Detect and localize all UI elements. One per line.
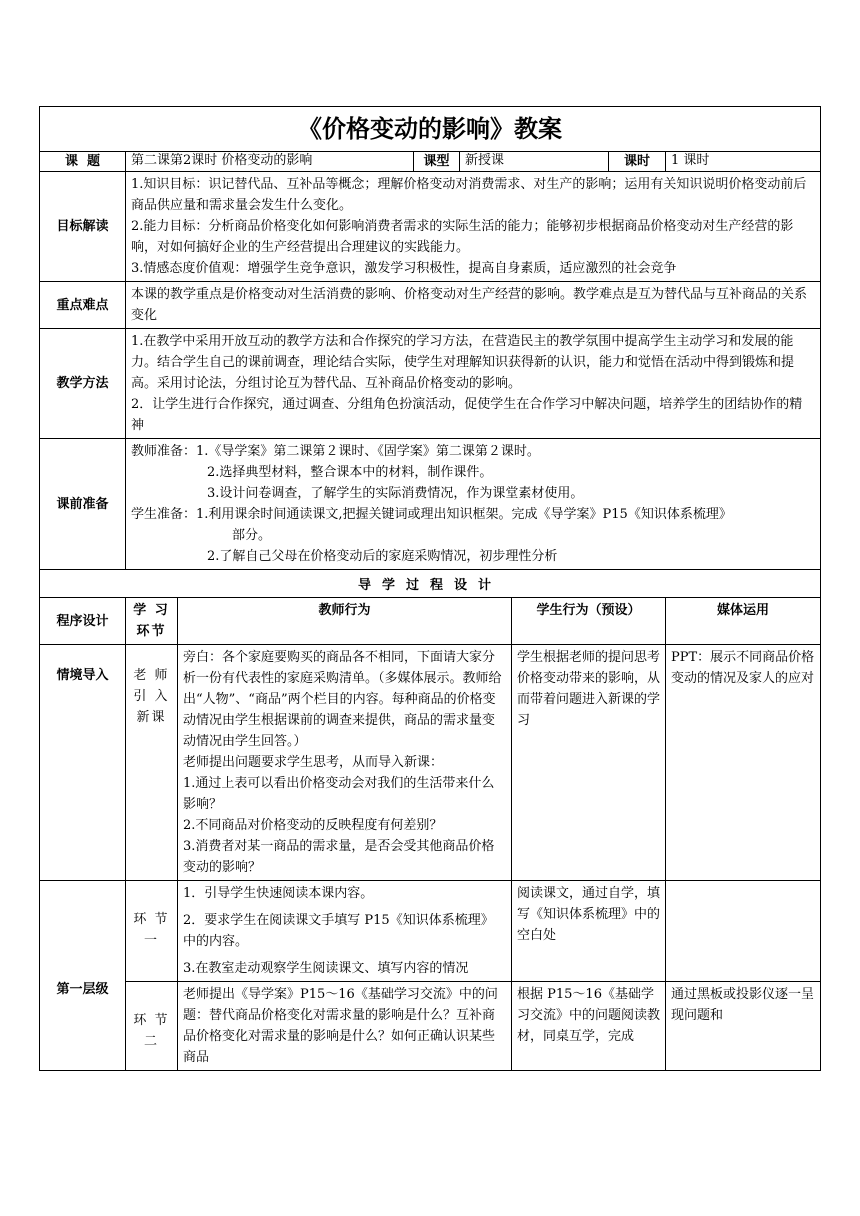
program-cell: 情境导入 — [40, 645, 126, 881]
objectives-label: 目标解读 — [40, 172, 126, 282]
teacher-behavior-line: 3.消费者对某一商品的需求量，是否会受其他商品价格变动的影响？ — [183, 839, 495, 875]
page-title: 《价格变动的影响》教案 — [40, 107, 821, 152]
teacher-behavior-cell — [178, 982, 512, 1071]
teacher-behavior-line: 旁白：各个家庭要购买的商品各不相同，下面请大家分析一份有代表性的家庭采购清单。（多媒体展示。教师给出“人物”、“商品”两个栏目的内容。每种商品的价格变动情况由学生根据课前的调查来提供，商品的需求量变动情况由学生回答。） — [183, 650, 502, 749]
media-cell — [666, 881, 821, 982]
teacher-behavior-line: 1.通过上表可以看出价格变动会对我们的生活带来什么影响？ — [183, 776, 495, 812]
lesson-plan-table — [39, 106, 821, 1071]
hours-label: 课时 — [609, 152, 666, 172]
topic-label: 课 题 — [40, 152, 126, 172]
col-header-step: 学 习 环节 — [126, 598, 178, 645]
student-prep-line: 学生准备：1.利用课余时间通读课文,把握关键词或理出知识框架。完成《导学案》P15《知识体系梳理》 — [131, 507, 732, 522]
teacher-behavior-cell — [178, 645, 512, 881]
teacher-behavior-line: 老师提出问题要求学生思考，从而导入新课： — [183, 755, 444, 770]
col-header-media: 媒体运用 — [666, 598, 821, 645]
step-cell: 老 师 引 入 新课 — [126, 645, 178, 881]
method-item: 2．让学生进行合作探究，通过调查、分组角色扮演活动，促使学生在合作学习中解决问题，培养学生的团结协作的精神 — [131, 397, 803, 433]
teacher-behavior-cell — [178, 881, 512, 982]
media-cell: 通过黑板或投影仪逐一呈现问题和 — [666, 982, 821, 1071]
method-item: 1.在教学中采用开放互动的教学方法和合作探究的学习方法，在营造民主的教学氛围中提高学生主动学习和发展的能力。结合学生自己的课前调查，理论结合实际，使学生对理解知识获得新的认识，能力和觉悟在活动中得到锻炼和提高。采用讨论法，分组讨论互为替代品、互补商品价格变动的影响。 — [131, 334, 795, 391]
methods-label: 教学方法 — [40, 329, 126, 439]
teacher-behavior-line: 3.在教室走动观察学生阅读课文、填写内容的情况 — [183, 961, 469, 976]
teacher-prep-line: 2.选择典型材料，整合课本中的材料，制作课件。 — [207, 465, 493, 480]
teacher-prep-line: 3.设计问卷调查，了解学生的实际消费情况，作为课堂素材使用。 — [207, 486, 584, 501]
methods-content — [126, 329, 821, 439]
objective-item: 3.情感态度价值观：增强学生竞争意识，激发学习积极性，提高自身素质，适应激烈的社会竞争 — [131, 261, 677, 276]
preparation-label: 课前准备 — [40, 439, 126, 570]
key-points-content: 本课的教学重点是价格变动对生活消费的影响、价格变动对生产经营的影响。教学难点是互为替代品与互补商品的关系变化 — [126, 282, 821, 329]
hours-value: 1 课时 — [666, 152, 821, 172]
objective-item: 2.能力目标：分析商品价格变化如何影响消费者需求的实际生活的能力；能够初步根据商品价格变动对生产经营的影响，对如何搞好企业的生产经营提出合理建议的实践能力。 — [131, 219, 794, 255]
type-value: 新授课 — [460, 152, 609, 172]
preparation-content — [126, 439, 821, 570]
student-prep-line: 部分。 — [232, 528, 272, 543]
process-section-title: 导学过程设计 — [40, 570, 821, 598]
topic-value: 第二课第2课时 价格变动的影响 — [126, 152, 414, 172]
type-label: 课型 — [414, 152, 460, 172]
col-header-student: 学生行为（预设） — [512, 598, 666, 645]
media-cell: PPT：展示不同商品价格变动的情况及家人的应对 — [666, 645, 821, 881]
objective-item: 1.知识目标：识记替代品、互补品等概念；理解价格变动对消费需求、对生产的影响；运用有关知识说明价格变动前后商品供应量和需求量会发生什么变化。 — [131, 177, 807, 213]
key-points-label: 重点难点 — [40, 282, 126, 329]
step-cell: 环 节 二 — [126, 982, 178, 1071]
col-header-program: 程序设计 — [40, 598, 126, 645]
step-cell: 环 节 一 — [126, 881, 178, 982]
col-header-teacher: 教师行为 — [178, 598, 512, 645]
student-behavior-cell: 阅读课文，通过自学，填写《知识体系梳理》中的空白处 — [512, 881, 666, 982]
teacher-behavior-line: 老师提出《导学案》P15～16《基础学习交流》中的问题：替代商品价格变化对需求量的影响是什么？互补商品价格变化对需求量的影响是什么？如何正确认识某些商品 — [183, 987, 498, 1065]
program-cell: 第一层级 — [40, 881, 126, 1071]
teacher-behavior-line: 2．要求学生在阅读课文手填写 P15《知识体系梳理》中的内容。 — [183, 913, 494, 949]
objectives-content — [126, 172, 821, 282]
student-behavior-cell: 根据 P15～16《基础学习交流》中的问题阅读教材，同桌互学，完成 — [512, 982, 666, 1071]
lesson-plan-page — [39, 106, 820, 1071]
student-behavior-cell: 学生根据老师的提问思考价格变动带来的影响，从而带着问题进入新课的学习 — [512, 645, 666, 881]
teacher-prep-line: 教师准备：1.《导学案》第二课第２课时、《固学案》第二课第２课时。 — [131, 444, 540, 459]
teacher-behavior-line: 1．引导学生快速阅读本课内容。 — [183, 886, 374, 901]
student-prep-line: 2.了解自己父母在价格变动后的家庭采购情况，初步理性分析 — [207, 549, 558, 564]
teacher-behavior-line: 2.不同商品对价格变动的反映程度有何差别？ — [183, 818, 443, 833]
